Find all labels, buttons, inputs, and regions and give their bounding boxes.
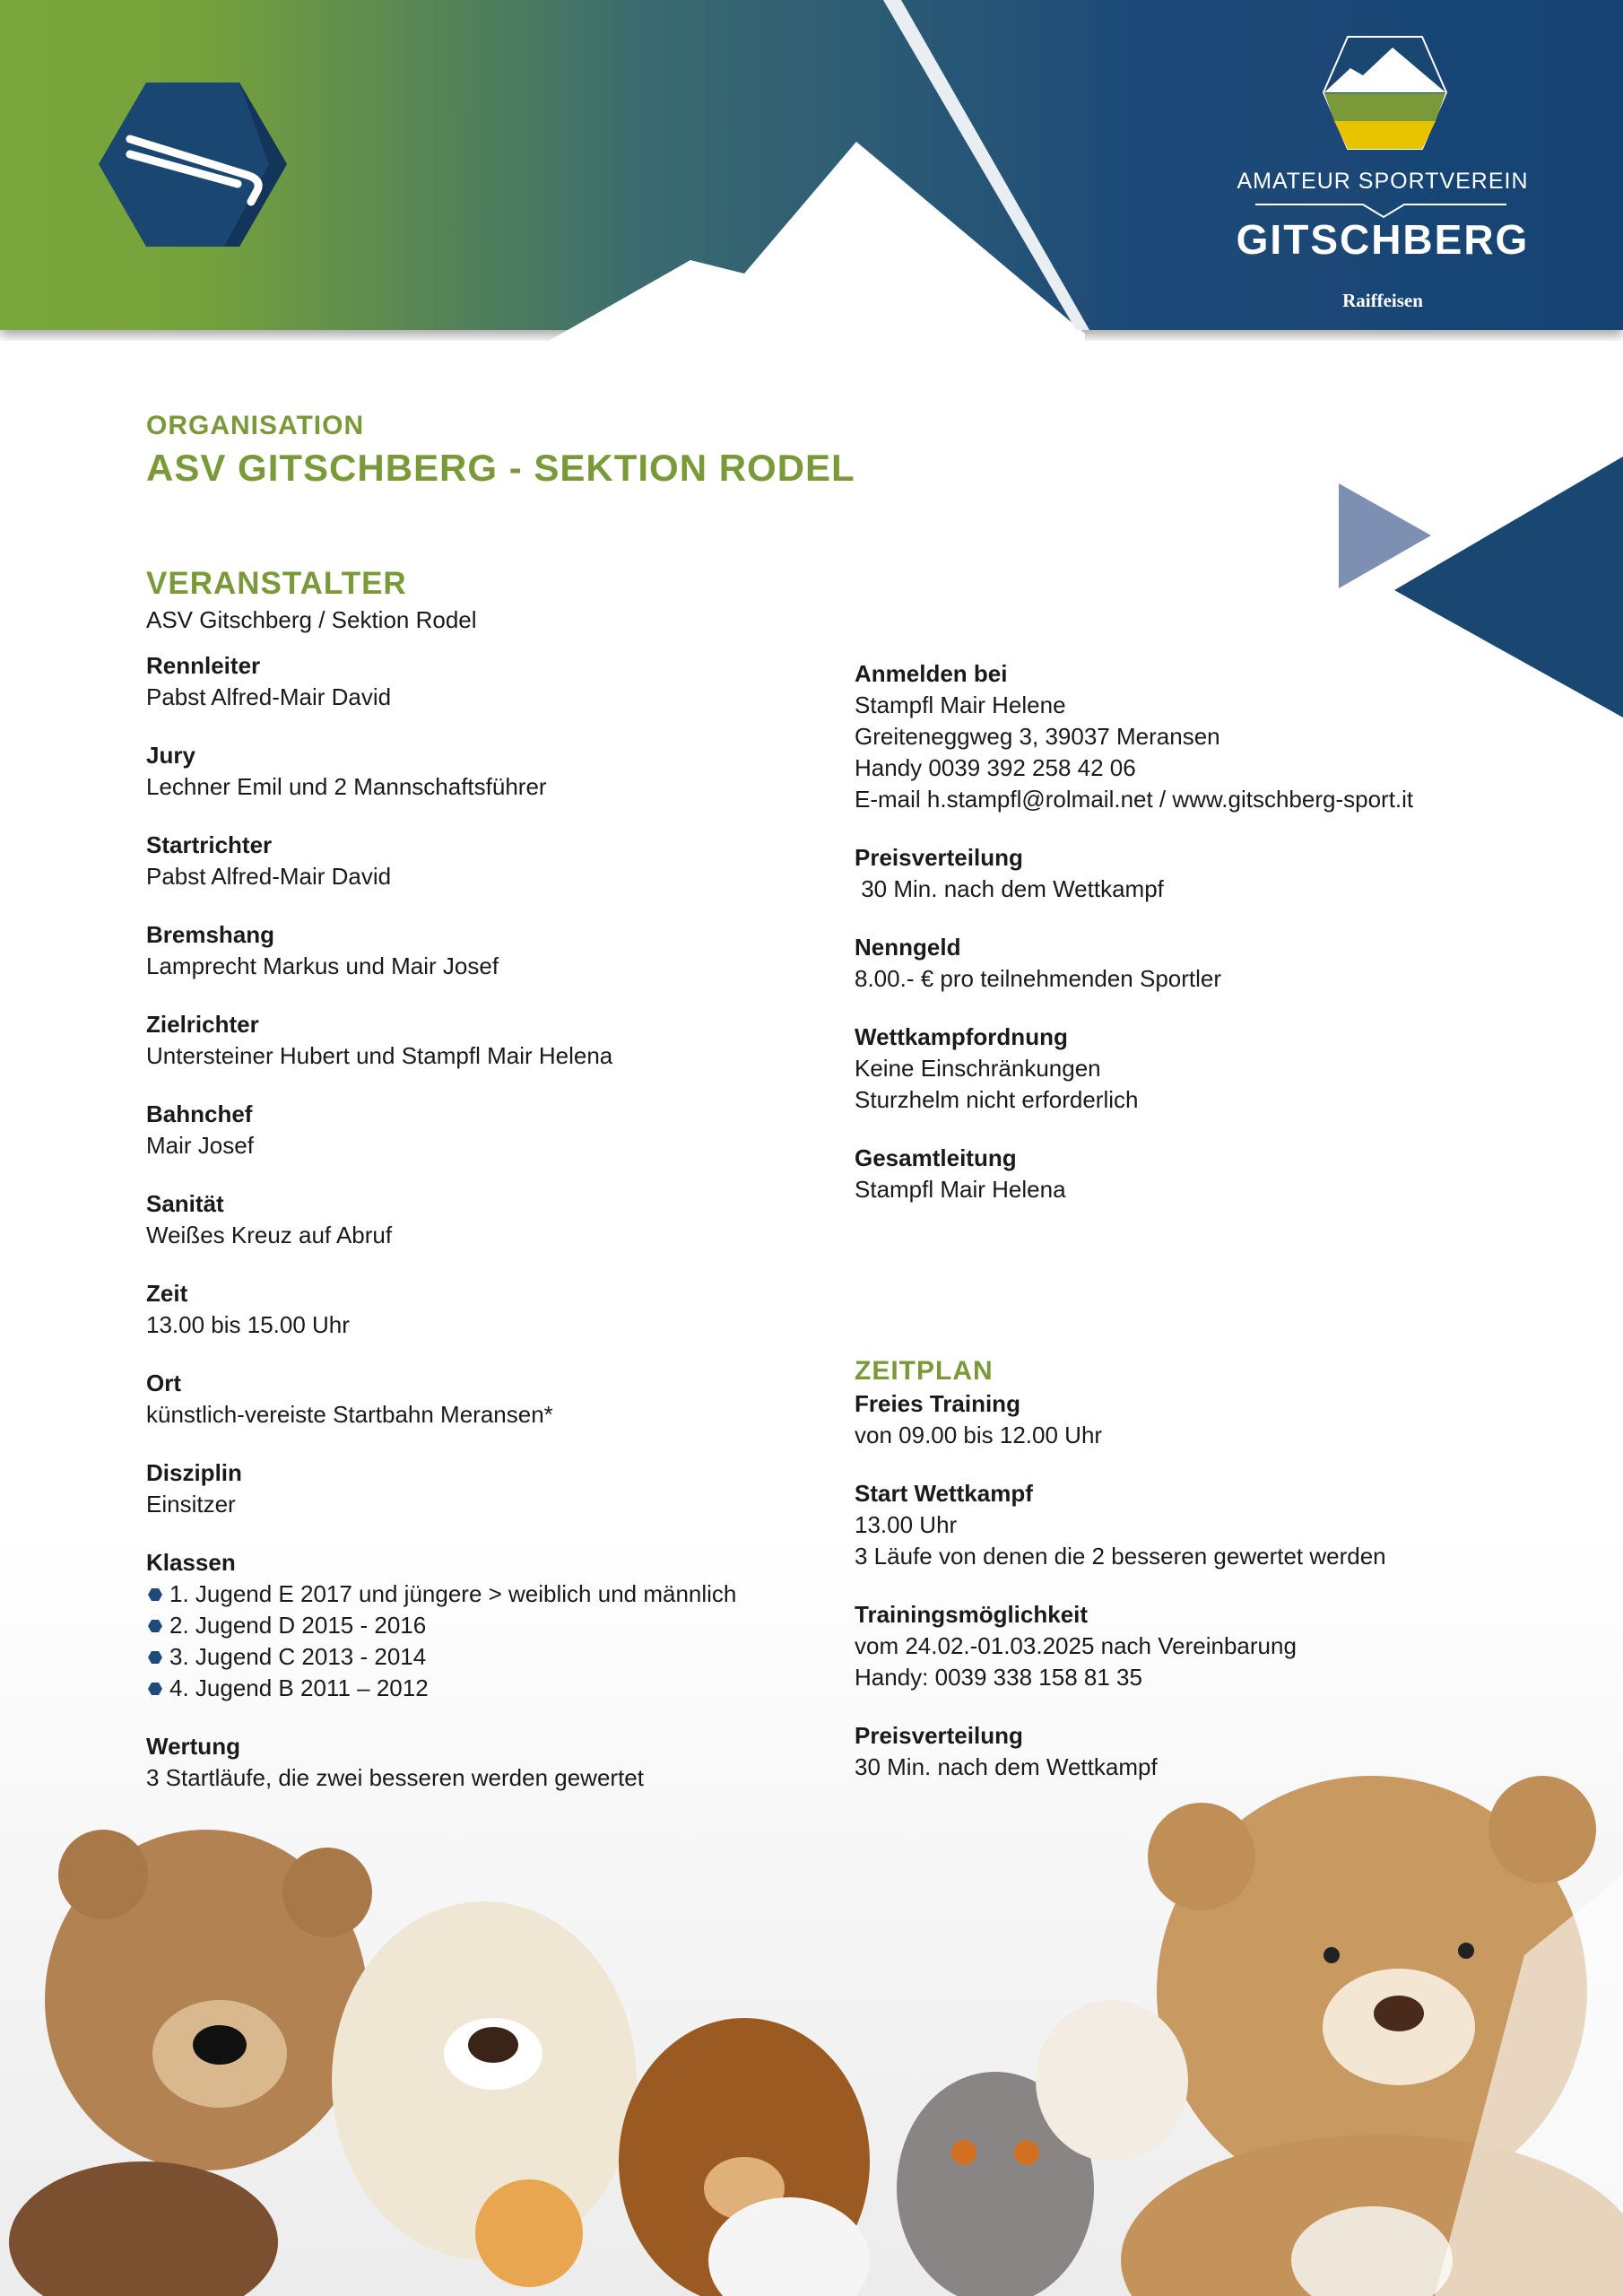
klassen-item: 2. Jugend D 2015 - 2016 xyxy=(146,1610,828,1641)
left-column xyxy=(146,563,828,1821)
klassen-item: 4. Jugend B 2011 – 2012 xyxy=(146,1673,828,1704)
info-block xyxy=(146,1278,828,1341)
info-value: Handy 0039 392 258 42 06 xyxy=(855,754,1136,781)
wertung-value: 3 Startläufe, die zwei besseren werden gewertet xyxy=(146,1764,644,1791)
info-value: Mair Josef xyxy=(146,1132,254,1159)
zeitplan-block xyxy=(855,1388,1536,1451)
info-value: Pabst Alfred-Mair David xyxy=(146,683,392,710)
klassen-label: Klassen xyxy=(146,1549,236,1576)
info-label: Rennleiter xyxy=(146,652,261,679)
zeitplan-label: Preisverteilung xyxy=(855,1722,1023,1749)
info-block xyxy=(855,932,1536,995)
info-value: Einsitzer xyxy=(146,1491,236,1518)
info-label: Jury xyxy=(146,742,195,769)
zeitplan-section xyxy=(855,1354,1536,1810)
info-block xyxy=(146,919,828,982)
info-block xyxy=(855,658,1536,815)
right-column xyxy=(855,658,1536,1232)
info-label: Wettkampfordnung xyxy=(855,1023,1068,1050)
veranstalter-value: ASV Gitschberg / Sektion Rodel xyxy=(146,606,477,633)
info-value: 8.00.- € pro teilnehmenden Sportler xyxy=(855,965,1222,992)
zeitplan-label: Trainingsmöglichkeit xyxy=(855,1601,1089,1628)
info-label: Ort xyxy=(146,1370,181,1396)
info-block xyxy=(146,650,828,713)
info-value: 13.00 bis 15.00 Uhr xyxy=(146,1311,350,1338)
logo-line1: AMATEUR SPORTVEREIN xyxy=(1237,169,1529,194)
info-label: Gesamtleitung xyxy=(855,1144,1017,1171)
zeitplan-value: 3 Läufe von denen die 2 besseren gewertet werden xyxy=(855,1543,1386,1570)
info-value: Weißes Kreuz auf Abruf xyxy=(146,1222,393,1248)
info-value: Greiteneggweg 3, 39037 Meransen xyxy=(855,723,1220,750)
info-label: Sanität xyxy=(146,1190,224,1217)
logo-line2: GITSCHBERG xyxy=(1236,216,1530,263)
zeitplan-value: von 09.00 bis 12.00 Uhr xyxy=(855,1422,1103,1448)
info-label: Bremshang xyxy=(146,921,275,948)
info-label: Nenngeld xyxy=(855,934,961,961)
klassen-item: 3. Jugend C 2013 - 2014 xyxy=(146,1641,828,1673)
teddy-bears-photo xyxy=(0,1758,1623,2296)
klassen-item: 1. Jugend E 2017 und jüngere > weiblich und männlich xyxy=(146,1578,828,1610)
zeitplan-block xyxy=(855,1478,1536,1572)
zeitplan-label: Start Wettkampf xyxy=(855,1480,1033,1507)
info-block xyxy=(146,1009,828,1072)
info-value: Stampfl Mair Helene xyxy=(855,691,1066,718)
info-label: Zielrichter xyxy=(146,1011,259,1038)
info-block xyxy=(855,842,1536,905)
info-label: Zeit xyxy=(146,1280,188,1307)
info-value: Lechner Emil und 2 Mannschaftsführer xyxy=(146,773,547,800)
info-value: Sturzhelm nicht erforderlich xyxy=(855,1086,1139,1113)
info-value: Untersteiner Hubert und Stampfl Mair Helena xyxy=(146,1042,613,1069)
info-label: Startrichter xyxy=(146,831,273,858)
info-value: 30 Min. nach dem Wettkampf xyxy=(855,875,1164,902)
zeitplan-label: Freies Training xyxy=(855,1390,1020,1417)
info-label: Disziplin xyxy=(146,1459,242,1486)
info-block xyxy=(855,1143,1536,1205)
info-label: Preisverteilung xyxy=(855,844,1023,871)
info-block xyxy=(146,1457,828,1520)
info-label: Anmelden bei xyxy=(855,660,1008,687)
info-label: Bahnchef xyxy=(146,1100,253,1127)
sponsor-logo: Raiffeisen xyxy=(1342,290,1423,311)
klassen-block xyxy=(146,1547,828,1704)
info-block xyxy=(146,1368,828,1431)
info-value: Keine Einschränkungen xyxy=(855,1055,1101,1082)
info-block xyxy=(146,1099,828,1161)
info-value: Stampfl Mair Helena xyxy=(855,1176,1066,1203)
veranstalter-heading: VERANSTALTER xyxy=(146,566,407,601)
info-value: Pabst Alfred-Mair David xyxy=(146,863,392,890)
zeitplan-value: Handy: 0039 338 158 81 35 xyxy=(855,1664,1142,1691)
info-value: künstlich-vereiste Startbahn Meransen* xyxy=(146,1401,553,1428)
info-value: Lamprecht Markus und Mair Josef xyxy=(146,952,499,979)
zeitplan-value: vom 24.02.-01.03.2025 nach Vereinbarung xyxy=(855,1632,1297,1659)
info-value: E-mail h.stampfl@rolmail.net / www.gitschberg-sport.it xyxy=(855,786,1414,813)
organisation-section xyxy=(146,411,855,490)
organisation-name: ASV GITSCHBERG - SEKTION RODEL xyxy=(146,447,855,489)
info-block xyxy=(146,740,828,803)
wertung-label: Wertung xyxy=(146,1733,240,1760)
info-block xyxy=(146,1188,828,1251)
info-block xyxy=(146,830,828,892)
zeitplan-heading: ZEITPLAN xyxy=(855,1356,994,1386)
zeitplan-value: 30 Min. nach dem Wettkampf xyxy=(855,1753,1158,1780)
zeitplan-block xyxy=(855,1599,1536,1693)
organisation-label: ORGANISATION xyxy=(146,411,365,440)
info-block xyxy=(855,1022,1536,1116)
zeitplan-value: 13.00 Uhr xyxy=(855,1511,958,1538)
